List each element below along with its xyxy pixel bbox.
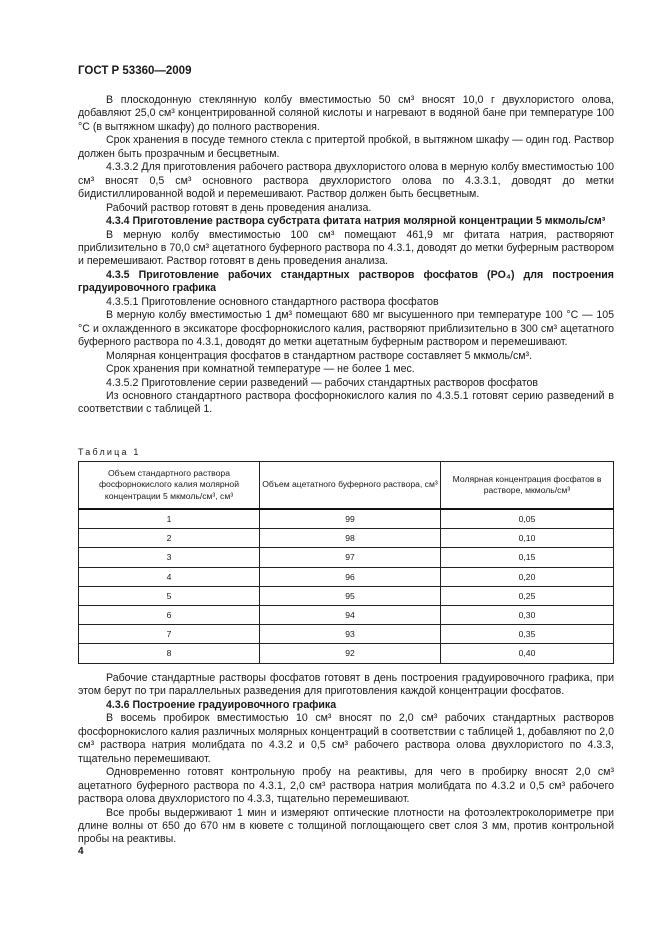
table-cell: 0,25 bbox=[441, 586, 614, 605]
table-cell: 0,20 bbox=[441, 567, 614, 586]
table-cell: 92 bbox=[260, 644, 441, 663]
table-cell: 0,10 bbox=[441, 529, 614, 548]
table-cell: 5 bbox=[79, 586, 260, 605]
paragraph: Все пробы выдерживают 1 мин и измеряют оптические плотности на фотоэлектроколориметре при длине волны от 650 до 670 нм в кювете с толщиной поглощающего свет слоя 3 мм, против контрольной пробы на реактивы. bbox=[78, 806, 614, 846]
paragraph: В мерную колбу вместимостью 1 дм³ помещают 680 мг высушенного при температуре 100 °С — 105 °С и охлажденного в эксикаторе фосфорнокислого калия, растворяют приблизительно в 300 см³ ацетатного буферного раствора по 4.3.1, доводят до метки ацетатным буферным раствором и перемешивают. bbox=[78, 309, 614, 349]
table-cell: 0,30 bbox=[441, 605, 614, 624]
paragraph: Срок хранения в посуде темного стекла с притертой пробкой, в вытяжном шкафу — один год. Раствор должен быть прозрачным и бесцветным. bbox=[78, 134, 614, 160]
paragraph: Срок хранения при комнатной температуре — не более 1 мес. bbox=[106, 363, 415, 376]
table-cell: 1 bbox=[79, 509, 260, 529]
table-cell: 98 bbox=[260, 529, 441, 548]
paragraph: В восемь пробирок вместимостью 10 см³ вносят по 2,0 см³ рабочих стандартных растворов фосфорнокислого калия различных молярных концентраций в соответствии с таблицей 1, добавляют по 2,0 см³ раствора натрия молибдата по 4.3.2 и 0,5 см³ рабочего раствора олова двухлористого по 4.3.3, тщательно перемешивают. bbox=[78, 712, 614, 765]
text-block-after-table bbox=[78, 672, 614, 847]
table-cell: 3 bbox=[79, 548, 260, 567]
table-cell: 2 bbox=[79, 529, 260, 548]
table-caption: Таблица 1 bbox=[78, 447, 141, 457]
table-cell: 93 bbox=[260, 625, 441, 644]
table-row bbox=[79, 644, 614, 663]
section-heading: 4.3.4 Приготовление раствора субстрата фитата натрия молярной концентрации 5 мкмоль/см³ bbox=[106, 215, 606, 228]
paragraph: Рабочий раствор готовят в день проведения анализа. bbox=[106, 201, 372, 214]
table-cell: 8 bbox=[79, 644, 260, 663]
page-number: 4 bbox=[78, 846, 84, 857]
table-cell: 96 bbox=[260, 567, 441, 586]
section-heading: 4.3.5 Приготовление рабочих стандартных растворов фосфатов (PO₄) для построения градуировочного графика bbox=[78, 268, 614, 295]
paragraph: Одновременно готовят контрольную пробу на реактивы, для чего в пробирку вносят 2,0 см³ ацетатного буферного раствора по 4.3.1, 2,0 см³ раствора натрия молибдата по 4.3.2 и 0,5 см³ рабочего раствора олова двухлористого по 4.3.3, тщательно перемешивают. bbox=[78, 766, 614, 806]
table-cell: 0,35 bbox=[441, 625, 614, 644]
document-header: ГОСТ Р 53360—2009 bbox=[78, 65, 192, 77]
table-cell: 7 bbox=[79, 625, 260, 644]
table-cell: 97 bbox=[260, 548, 441, 567]
text-block-before-table bbox=[78, 94, 614, 417]
paragraph: Из основного стандартного раствора фосфорнокислого калия по 4.3.5.1 готовят серию разведений в соответствии с таблицей 1. bbox=[78, 389, 614, 416]
table-header-row bbox=[79, 462, 614, 510]
paragraph: 4.3.5.2 Приготовление серии разведений — рабочих стандартных растворов фосфатов bbox=[106, 376, 538, 389]
table-cell: 0,40 bbox=[441, 644, 614, 663]
paragraph: 4.3.5.1 Приготовление основного стандартного раствора фосфатов bbox=[106, 295, 439, 308]
paragraph: В плоскодонную стеклянную колбу вместимостью 50 см³ вносят 10,0 г двухлористого олова, добавляют 25,0 см³ концентрированной соляной кислоты и нагревают в водяной бане при температуре 100 °С (в вытяжном шкафу) до полного растворения. bbox=[78, 94, 614, 133]
table-1 bbox=[78, 461, 614, 664]
table-row bbox=[79, 509, 614, 529]
table-row bbox=[79, 548, 614, 567]
column-header: Объем стандартного раствора фосфорнокислого калия молярной концентрации 5 мкмоль/см³, см³ bbox=[79, 462, 260, 510]
paragraph: 4.3.3.2 Для приготовления рабочего раствора двухлористого олова в мерную колбу вместимостью 100 см³ вносят 0,5 см³ основного раствора двухлористого олова по 4.3.3.1, доводят до метки бидистиллированной водой и перемешивают. Раствор должен быть бесцветным. bbox=[78, 161, 614, 201]
table-row bbox=[79, 567, 614, 586]
table-row bbox=[79, 529, 614, 548]
table-cell: 94 bbox=[260, 605, 441, 624]
column-header: Молярная концентрация фосфатов в растворе, мкмоль/см³ bbox=[441, 462, 614, 510]
table-cell: 6 bbox=[79, 605, 260, 624]
section-heading: 4.3.6 Построение градуировочного графика bbox=[106, 698, 337, 711]
table-cell: 0,15 bbox=[441, 548, 614, 567]
column-header: Объем ацетатного буферного раствора, см³ bbox=[260, 462, 441, 510]
paragraph: В мерную колбу вместимостью 100 см³ помещают 461,9 мг фитата натрия, растворяют приблизительно в 70,0 см³ ацетатного буферного раствора по 4.3.1, доводят до метки буферным раствором и перемешивают. Раствор готовят в день проведения анализа. bbox=[78, 228, 614, 268]
paragraph: Молярная концентрация фосфатов в стандартном растворе составляет 5 мкмоль/см³. bbox=[106, 349, 533, 362]
table-cell: 95 bbox=[260, 586, 441, 605]
table-cell: 4 bbox=[79, 567, 260, 586]
table-cell: 99 bbox=[260, 509, 441, 529]
table-row bbox=[79, 605, 614, 624]
table-row bbox=[79, 625, 614, 644]
table-row bbox=[79, 586, 614, 605]
table-cell: 0,05 bbox=[441, 509, 614, 529]
paragraph: Рабочие стандартные растворы фосфатов готовят в день построения градуировочного графика, при этом берут по три параллельных разведения для приготовления каждой концентрации фосфатов. bbox=[78, 672, 614, 698]
